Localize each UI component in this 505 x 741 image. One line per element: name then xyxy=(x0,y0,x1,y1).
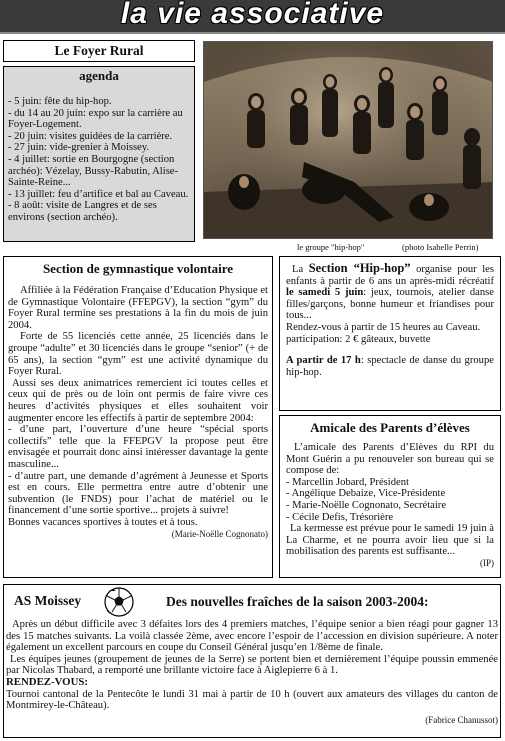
soccer-ball-icon xyxy=(104,587,134,617)
amicale-intro: L’amicale des Parents d’Elèves du RPI du Mont Guérin a pu renouveler son bureau qui se compose de: xyxy=(286,442,494,477)
gym-signature: (Marie-Noëlle Cognonato) xyxy=(171,529,268,540)
hiphop-la: La xyxy=(292,264,304,275)
agenda-item: - 8 août: visite de Langres et de ses environs (section archéo). xyxy=(8,200,157,223)
amicale-title: Amicale des Parents d’élèves xyxy=(310,420,470,435)
amicale-member: - Marie-Noëlle Cognonato, Secrétaire xyxy=(286,499,447,511)
gym-paragraph: - d’autre part, une demande d’agrément à Jeunesse et Sports est en cours. Elle permettra entre autre d’obtenir une subvention (le FNDS) pour l’achat de matériel ou le financement d’une sortie sportive... projets à suivre! xyxy=(8,470,268,517)
agenda-box xyxy=(3,66,195,242)
hiphop-text xyxy=(286,263,494,322)
hiphop-text3: : spectacle de danse du groupe hip-hop. xyxy=(286,355,494,378)
agenda-item: - 27 juin: vide-grenier à Moissey. xyxy=(8,142,150,154)
agenda-item: - du 14 au 20 juin: expo sur la carrière au Foyer-Logement. xyxy=(8,107,183,131)
as-headline: Des nouvelles fraîches de la saison 2003-2004: xyxy=(166,594,429,609)
as-rdv-label: RENDEZ-VOUS: xyxy=(6,675,88,688)
gym-paragraph: Bonnes vacances sportives à toutes et à tous. xyxy=(8,516,198,528)
agenda-list xyxy=(8,96,190,224)
photo-credit: (photo Isabelle Perrin) xyxy=(402,242,479,252)
page-banner xyxy=(0,0,505,34)
agenda-title: agenda xyxy=(79,68,119,83)
hiphop-text1a: organise pour les enfants à partir de 6 ans un après-midi récréatif xyxy=(286,264,494,287)
hip-hop-group-photo xyxy=(203,41,493,239)
as-signature: (Fabrice Chanussot) xyxy=(425,714,498,725)
hiphop-rdv: Rendez-vous à partir de 15 heures au Caveau. participation: 2 € gâteaux, buvette xyxy=(286,321,481,345)
amicale-section xyxy=(279,415,501,578)
banner-title: la vie associative xyxy=(120,0,385,30)
hiphop-text1b: : jeux, tournois, atelier danse filles/garçons, bonne humeur et friandises pour tous... xyxy=(286,287,494,322)
as-club-name: AS Moissey xyxy=(14,593,82,608)
gym-section xyxy=(3,256,273,578)
agenda-item: - 20 juin: visites guidées de la carrière. xyxy=(8,130,173,142)
agenda-item: - 4 juillet: sortie en Bourgogne (section archéo): Vézelay, Bussy-Rabutin, Alise-Sainte-Reine... xyxy=(8,153,179,189)
hiphop-section xyxy=(279,256,501,411)
as-paragraph: Les équipes jeunes (groupement de jeunes de la Serre) se portent bien et dernièrement l’équipe poussin emmenée par Nicolas Thabard, a remporté une brillante victoire face à Aiglepierre 6 à 1. xyxy=(6,653,498,677)
photo-caption-row xyxy=(297,242,497,252)
agenda-item: - 5 juin: fête du hip-hop. xyxy=(8,96,112,107)
as-moissey-section xyxy=(3,584,501,738)
gym-paragraph: Affiliée à la Fédération Française d’Education Physique et de Gymnastique Volontaire (FFEPGV), la section “gym” du Foyer Rural termine ses prestations à la fin du mois de juin 2004. xyxy=(8,285,268,331)
amicale-member: - Marcellin Jobard, Président xyxy=(286,476,409,488)
amicale-outro: La kermesse est prévue pour le samedi 19 juin à La Charme, et ne pourra avoir lieu que si la mobilisation des parents est suffisante... xyxy=(286,523,494,558)
gym-title: Section de gymnastique volontaire xyxy=(42,261,234,276)
gym-paragraph: Aussi ses deux animatrices remercient ici toutes celles et ceux qui de près ou de loin ont permis de faire vivre ces heures d’activités physiques et elles souhaitent voir augmenter encore les effectifs à partir de septembre 2004: xyxy=(8,377,268,424)
photo-illustration xyxy=(204,42,493,239)
hiphop-date: le samedi 5 juin xyxy=(286,287,364,299)
as-paragraph: Tournoi cantonal de la Pentecôte le lundi 31 mai à partir de 10 h (ouvert aux amateurs des villages du canton de Montmirey-le-Château). xyxy=(6,688,498,712)
agenda-item: - 13 juillet: feu d’artifice et bal au Caveau. xyxy=(8,188,189,200)
hiphop-title: Section “Hip-hop” xyxy=(308,261,411,275)
gym-paragraph: Forte de 55 licenciés cette année, 25 licenciés dans le groupe “adulte” et 30 licenciés dans le groupe “senior” (+ de 65 ans), la section “gym” est une activité dynamique du Foyer Rural. xyxy=(8,331,268,378)
photo-caption: le groupe "hip-hop" xyxy=(297,242,365,252)
amicale-member: - Angélique Debaize, Vice-Présidente xyxy=(286,488,446,500)
hiphop-time: A partir de 17 h xyxy=(286,355,361,367)
as-paragraph: Après un début difficile avec 3 défaites lors des 4 premiers matches, l’équipe senior a bien réagi pour gagner 13 des 15 matches suivants. La voilà classée 2ème, avec encore l’espoir de l’accession en division supérieure. A noter également un excellent parcours en coupe du Conseil Général jusqu’en 1/8ème de finale. xyxy=(6,619,498,654)
hiphop-show xyxy=(286,355,494,378)
foyer-title-box xyxy=(3,40,195,62)
as-header xyxy=(6,585,498,619)
amicale-signature: (IP) xyxy=(480,557,494,568)
gym-paragraph: - d’une part, l’ouverture d’une heure “spécial sports collectifs” telle que la FFEPGV la propose peut être envisagée et pourrait donc ainsi intéresser davantage la gente masculine... xyxy=(8,424,268,470)
foyer-title: Le Foyer Rural xyxy=(54,43,144,58)
amicale-member: - Cécile Defis, Trésorière xyxy=(286,511,394,523)
